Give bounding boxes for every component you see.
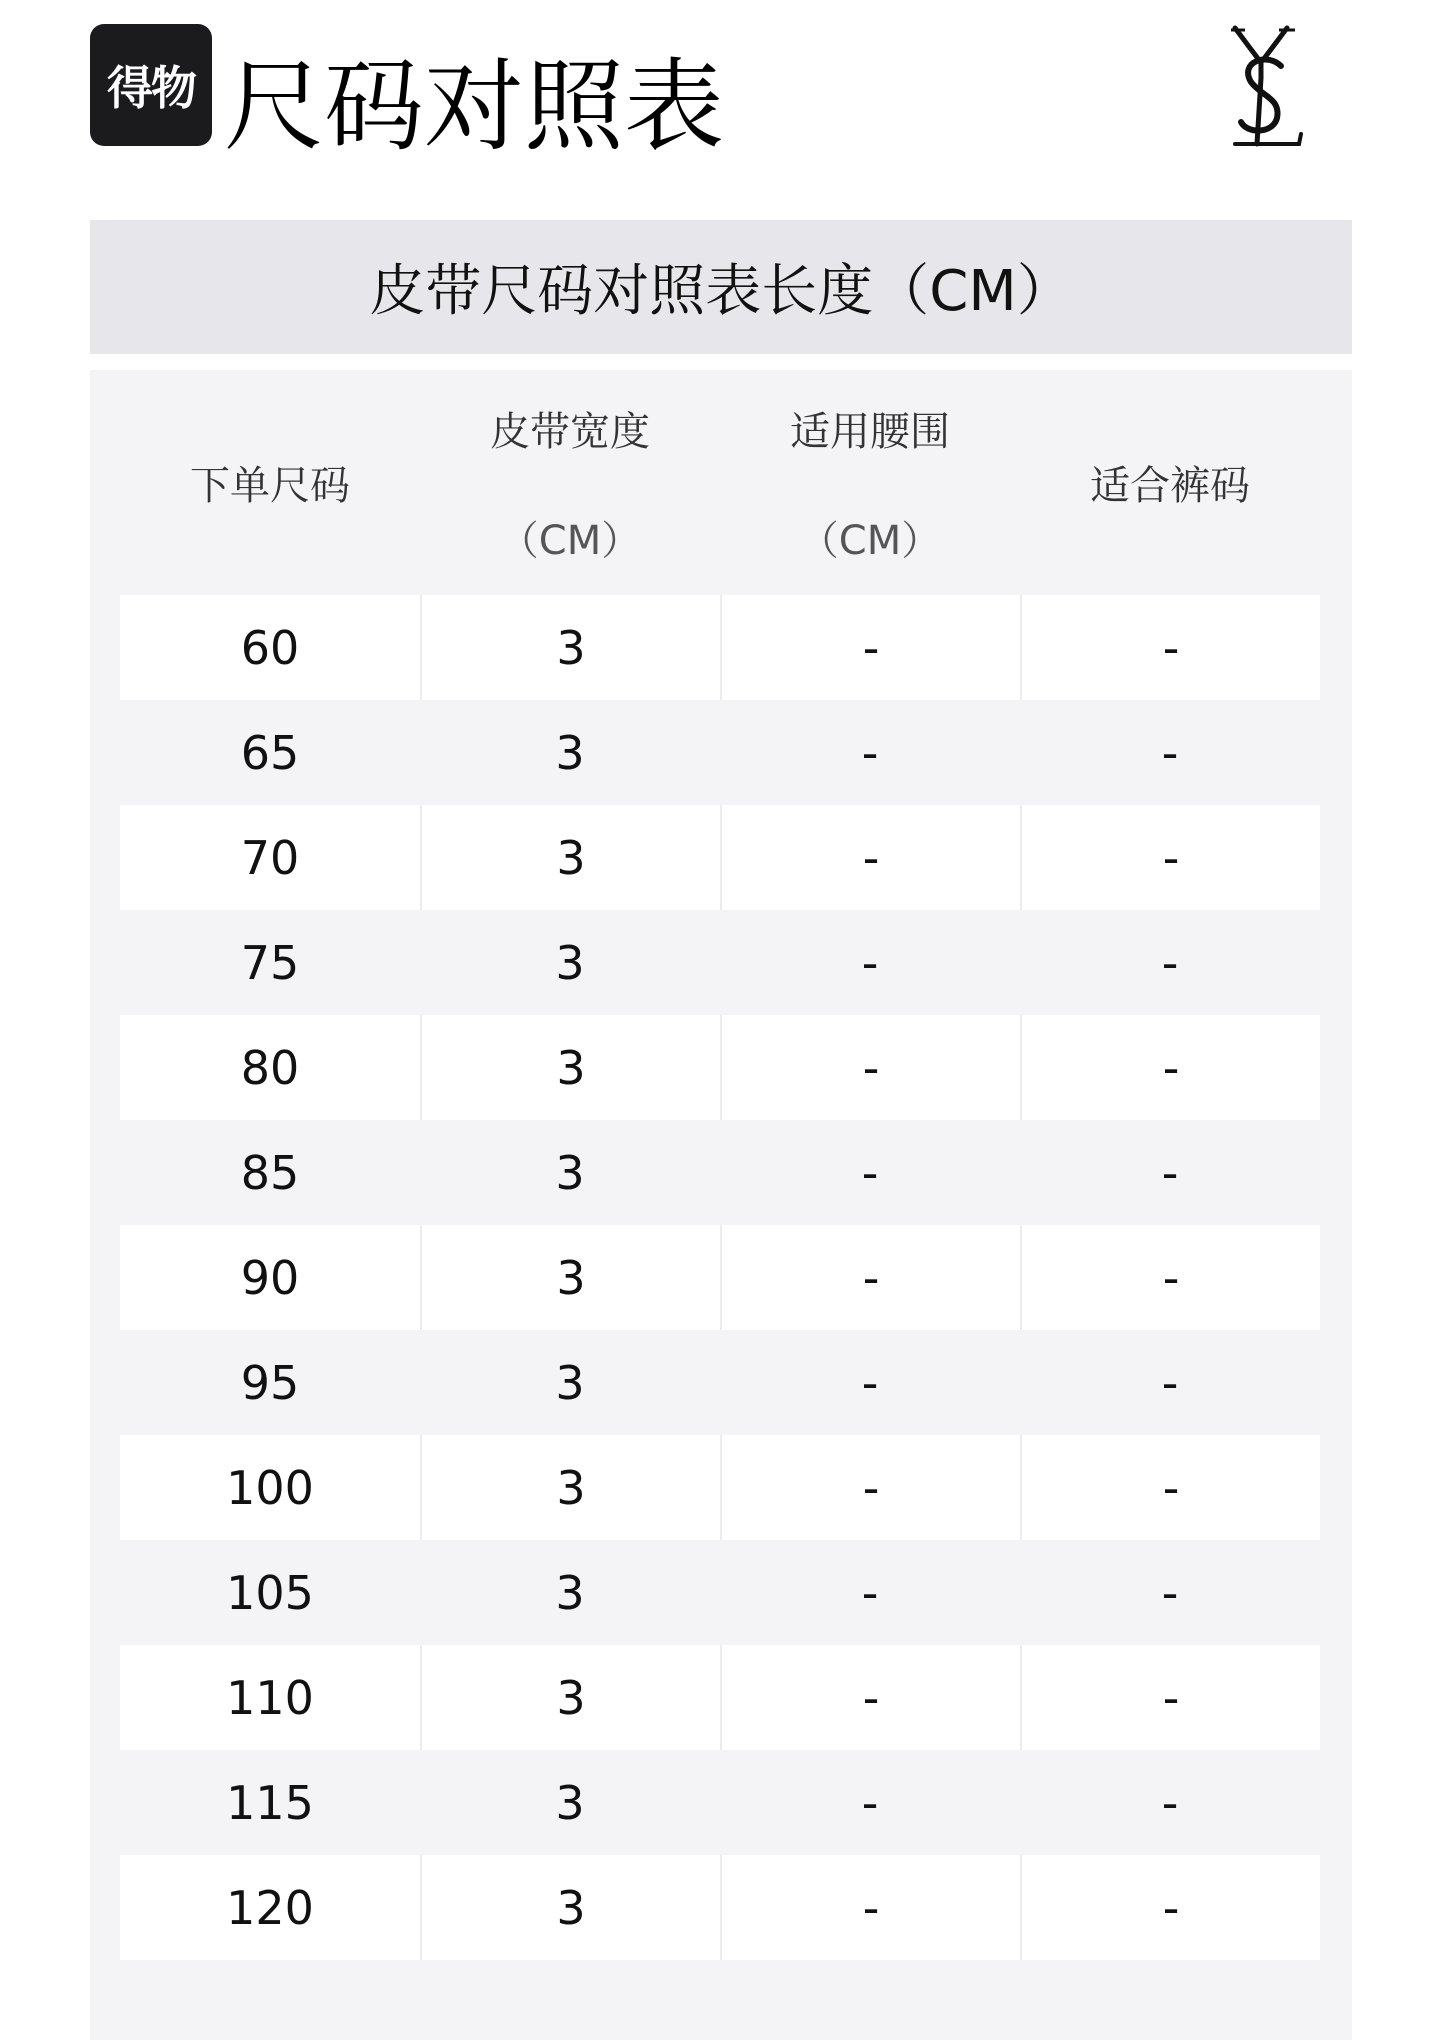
cell-waist: - [720, 1225, 1020, 1330]
cell-order-size: 110 [226, 1670, 314, 1725]
cell-belt-width: 3 [420, 1435, 720, 1540]
cell-order-size: 120 [226, 1880, 314, 1935]
column-header-label: 皮带宽度 [490, 408, 650, 455]
cell-order-size: 115 [226, 1775, 314, 1830]
cell-waist: - [720, 595, 1020, 700]
cell-waist: - [861, 725, 879, 780]
cell-waist: - [720, 1435, 1020, 1540]
table-row [120, 1225, 1320, 1330]
cell-waist: - [861, 1145, 879, 1200]
table-body [120, 595, 1320, 1960]
cell-pants-size: - [1161, 1145, 1179, 1200]
cell-belt-width: 3 [420, 1855, 720, 1960]
ysl-logo-icon [1215, 22, 1315, 152]
cell-pants-size: - [1161, 1565, 1179, 1620]
cell-belt-width: 3 [555, 725, 585, 780]
cell-belt-width: 3 [420, 1015, 720, 1120]
table-row [120, 595, 1320, 700]
cell-belt-width: 3 [420, 1225, 720, 1330]
column-header-label: 适合裤码 [1090, 463, 1250, 509]
dewu-app-logo [90, 24, 212, 146]
table-row [120, 1015, 1320, 1120]
cell-order-size: 65 [240, 725, 300, 780]
cell-belt-width: 3 [555, 1355, 585, 1410]
cell-order-size: 80 [240, 1040, 300, 1095]
cell-pants-size: - [1020, 1015, 1320, 1120]
table-header-row [120, 370, 1320, 595]
cell-pants-size: - [1020, 805, 1320, 910]
table-row [120, 1645, 1320, 1750]
cell-waist: - [861, 1775, 879, 1830]
cell-pants-size: - [1020, 1645, 1320, 1750]
table-row [120, 1120, 1320, 1225]
table-title: 皮带尺码对照表长度（CM） [369, 259, 1073, 324]
cell-order-size: 70 [240, 830, 300, 885]
cell-pants-size: - [1161, 935, 1179, 990]
cell-waist: - [720, 1855, 1020, 1960]
table-row [120, 805, 1320, 910]
dewu-logo-text: 得物 [107, 61, 195, 115]
cell-belt-width: 3 [555, 1145, 585, 1200]
column-header-unit: （CM） [798, 517, 942, 564]
table-row [120, 910, 1320, 1015]
column-header-unit: （CM） [498, 517, 642, 564]
cell-pants-size: - [1161, 1775, 1179, 1830]
cell-waist: - [720, 1015, 1020, 1120]
table-row [120, 1750, 1320, 1855]
cell-pants-size: - [1020, 1855, 1320, 1960]
cell-order-size: 90 [240, 1250, 300, 1305]
cell-pants-size: - [1161, 725, 1179, 780]
cell-order-size: 60 [240, 620, 300, 675]
column-header-label: 下单尺码 [190, 463, 350, 509]
cell-order-size: 95 [240, 1355, 300, 1410]
size-table [90, 370, 1352, 2040]
cell-pants-size: - [1161, 1355, 1179, 1410]
column-header-order-size [120, 370, 420, 595]
cell-belt-width: 3 [555, 935, 585, 990]
cell-waist: - [861, 1355, 879, 1410]
cell-belt-width: 3 [555, 1775, 585, 1830]
cell-pants-size: - [1020, 1225, 1320, 1330]
column-header-belt-width [420, 370, 720, 595]
table-row [120, 1435, 1320, 1540]
column-header-waist [720, 370, 1020, 595]
cell-belt-width: 3 [420, 595, 720, 700]
table-row [120, 700, 1320, 805]
page-header [90, 22, 1350, 172]
cell-belt-width: 3 [420, 805, 720, 910]
cell-order-size: 100 [226, 1460, 314, 1515]
page-title: 尺码对照表 [224, 48, 724, 165]
column-header-pants-size [1020, 370, 1320, 595]
cell-waist: - [861, 935, 879, 990]
table-row [120, 1540, 1320, 1645]
table-row [120, 1330, 1320, 1435]
cell-waist: - [861, 1565, 879, 1620]
cell-belt-width: 3 [420, 1645, 720, 1750]
cell-pants-size: - [1020, 1435, 1320, 1540]
cell-order-size: 75 [240, 935, 300, 990]
cell-pants-size: - [1020, 595, 1320, 700]
table-title-bar [90, 220, 1352, 354]
cell-waist: - [720, 1645, 1020, 1750]
cell-belt-width: 3 [555, 1565, 585, 1620]
table-row [120, 1855, 1320, 1960]
cell-waist: - [720, 805, 1020, 910]
column-header-label: 适用腰围 [790, 408, 950, 455]
cell-order-size: 85 [240, 1145, 300, 1200]
cell-order-size: 105 [226, 1565, 314, 1620]
